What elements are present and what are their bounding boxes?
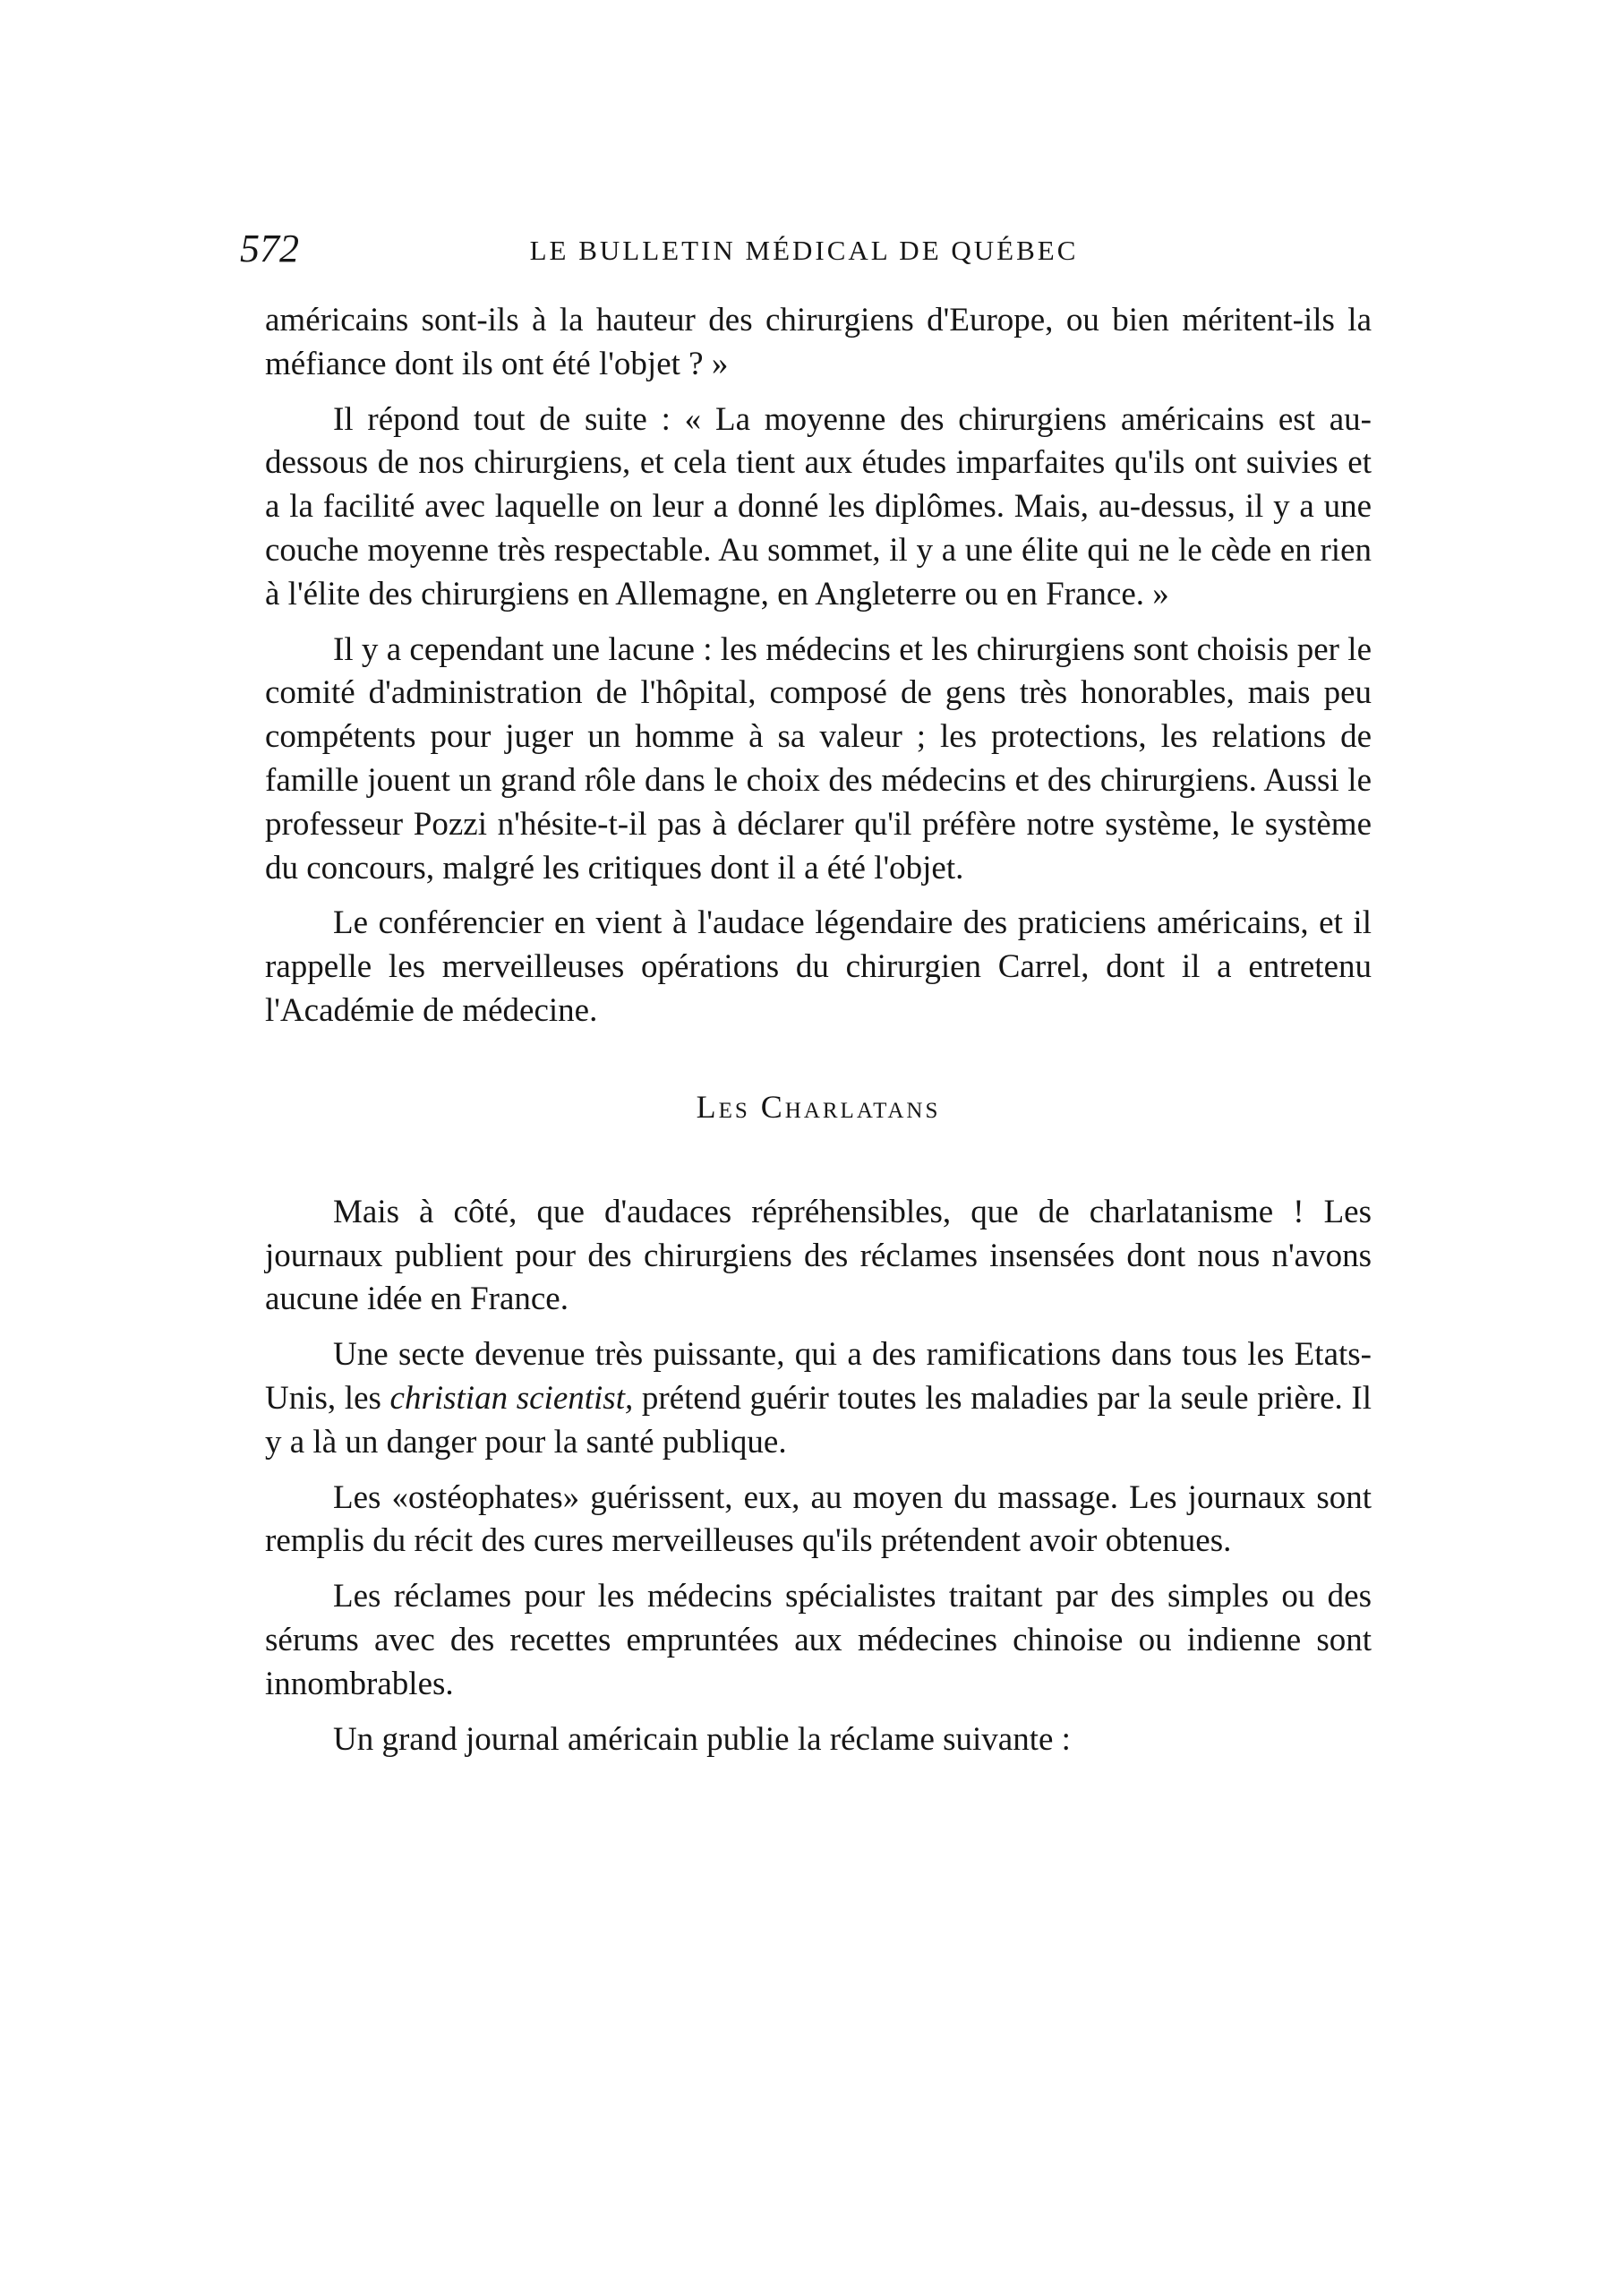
paragraph [265,1333,1372,1464]
paragraph: Il y a cependant une lacune : les médecins et les chirurgiens sont choisis per le comité d'administration de l'hôpital, composé de gens très honorables, mais peu compétents pour juger un homme à sa valeur ; les protections, les relations de famille jouent un grand rôle dans le choix des médecins et des chirurgiens. Aussi le professeur Pozzi n'hésite-t-il pas à déclarer qu'il préfère notre système, le système du concours, malgré les critiques dont il a été l'objet. [265,630,1372,887]
body-text [265,299,1372,1773]
paragraph: Les réclames pour les médecins spécialistes traitant par des simples ou des sérums avec des recettes empruntées aux médecines chinoise ou indienne sont innombrables. [265,1578,1372,1702]
paragraph: Mais à côté, que d'audaces répréhensibles, que de charlatanisme ! Les journaux publient pour des chirurgiens des réclames insensées dont nous n'avons aucune idée en France. [265,1193,1372,1318]
emphasized-text: christian scientist, [389,1379,634,1417]
page-number: 572 [240,227,299,270]
journal-title: LE BULLETIN MÉDICAL DE QUÉBEC [529,235,1079,266]
paragraph: Les «ostéophates» guérissent, eux, au moyen du massage. Les journaux sont remplis du récit des cures merveilleuses qu'ils prétendent avoir obtenues. [265,1478,1372,1560]
paragraph: Il répond tout de suite : « La moyenne des chirurgiens américains est au-dessous de nos chirurgiens, et cela tient aux études imparfaites qu'ils ont suivies et a la facilité avec laquelle on leur a donné les diplômes. Mais, au-dessus, il y a une couche moyenne très respectable. Au sommet, il y a une élite qui ne le cède en rien à l'élite des chirurgiens en Allemagne, en Angleterre ou en France. » [265,400,1372,613]
paragraph: Le conférencier en vient à l'audace légendaire des praticiens américains, et il rappelle les merveilleuses opérations du chirurgien Carrel, dont il a entretenu l'Académie de médecine. [265,904,1372,1029]
running-header [240,222,1368,285]
paragraph: américains sont-ils à la hauteur des chirurgiens d'Europe, ou bien méritent-ils la méfiance dont ils ont été l'objet ? » [265,302,1372,382]
section-heading: Les Charlatans [696,1088,941,1125]
paragraph: Un grand journal américain publie la réclame suivante : [333,1720,1071,1758]
paragraph-text: prétend guérir toutes les maladies par la seule prière. Il y a là un danger pour la santé publique. [265,1379,1372,1461]
paragraph-text: Une secte devenue très puissante, qui a des ramifications dans tous les Etats-Unis, les [265,1336,1372,1417]
